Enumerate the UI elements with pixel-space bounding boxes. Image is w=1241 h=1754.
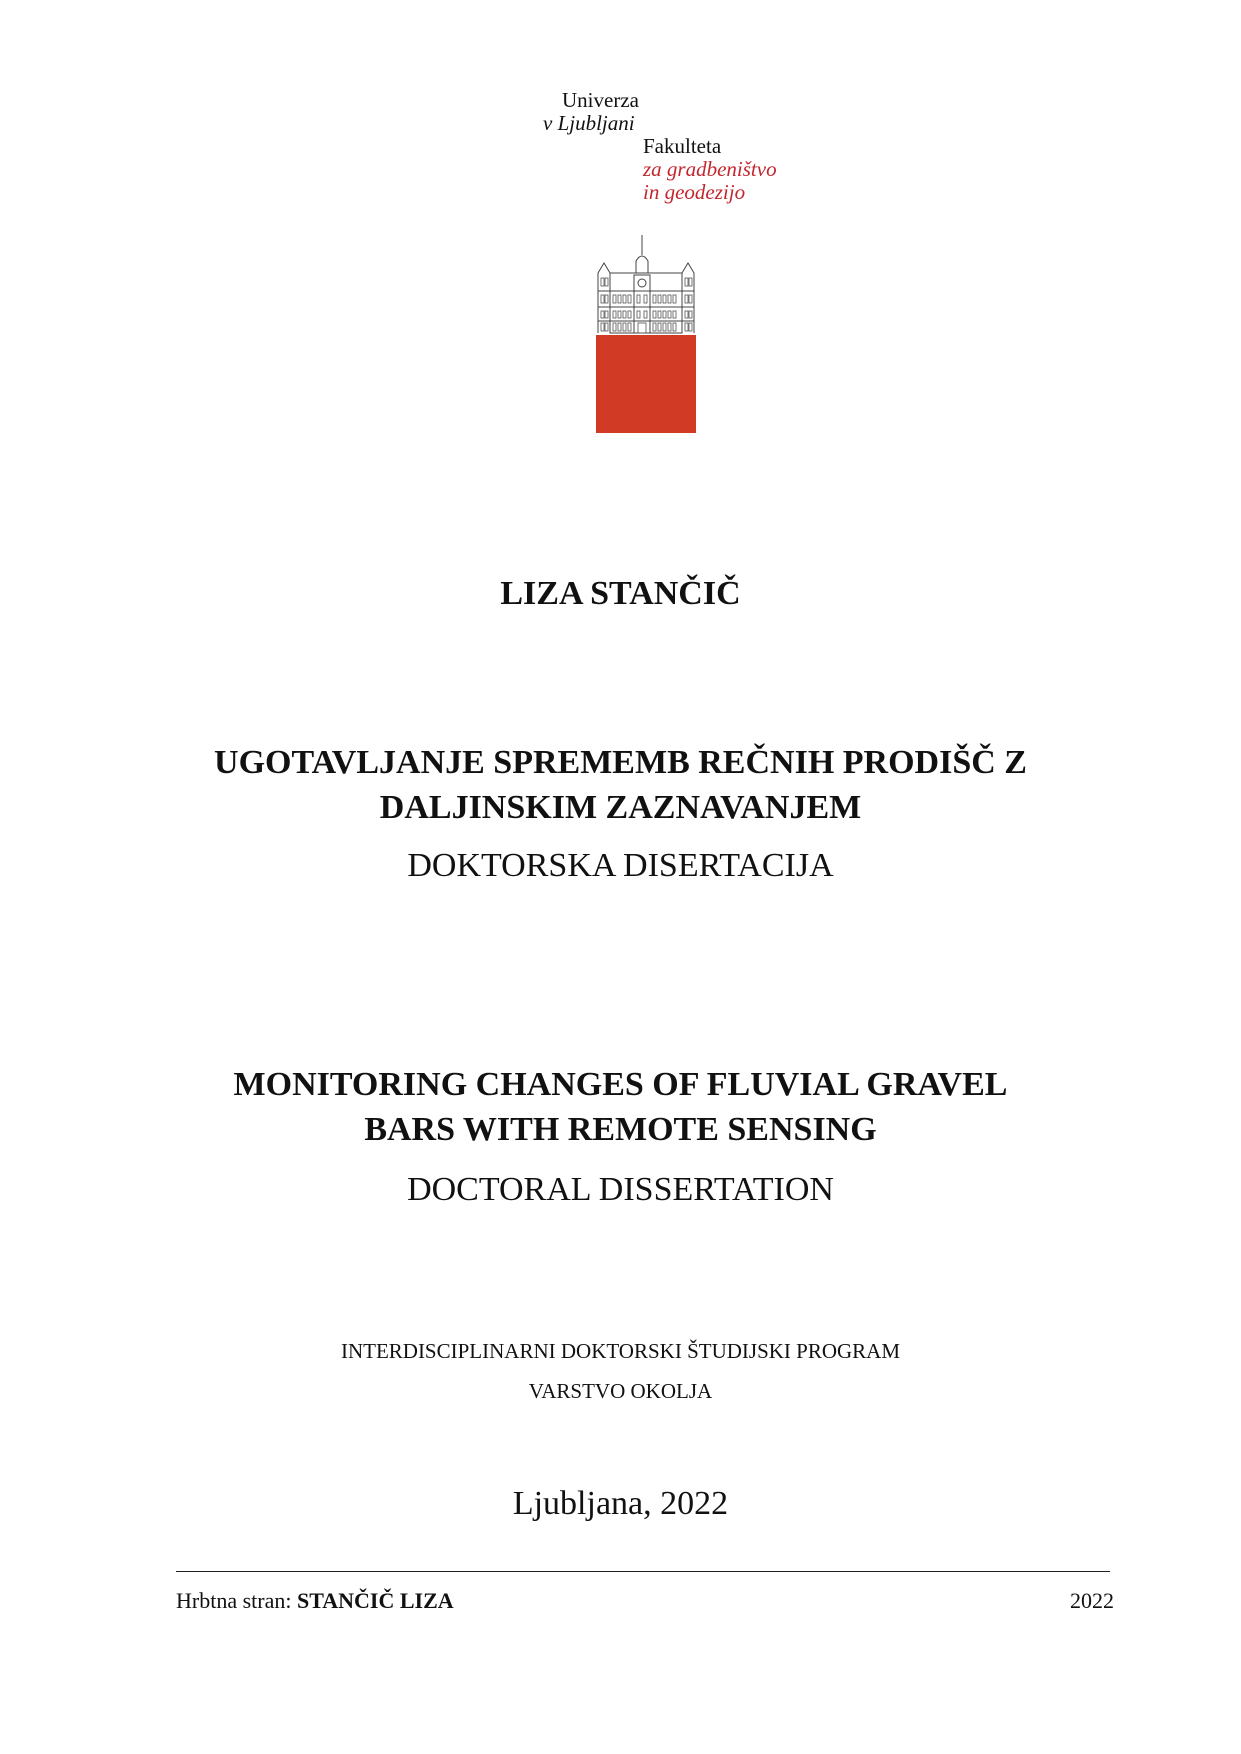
study-program-line1: INTERDISCIPLINARNI DOKTORSKI ŠTUDIJSKI PROGRAM: [340, 1339, 901, 1363]
spine-year: 2022: [1070, 1588, 1114, 1613]
title-slovene: [0, 740, 1241, 830]
document-type-english: DOCTORAL DISSERTATION: [407, 1171, 834, 1208]
title-english: [0, 1062, 1241, 1152]
author-name: LIZA STANČIČ: [500, 575, 741, 612]
faculty-name-line2: za gradbeništvo: [643, 157, 777, 181]
faculty-name-line1: Fakulteta: [643, 134, 722, 158]
faculty-logo: [596, 233, 696, 433]
spine-author-name: STANČIČ LIZA: [296, 1588, 454, 1613]
document-type-slovene: DOKTORSKA DISERTACIJA: [407, 847, 834, 884]
title-english-line2: BARS WITH REMOTE SENSING: [364, 1111, 877, 1148]
spine-label: Hrbtna stran:: [176, 1588, 297, 1613]
university-name-line2: v Ljubljani: [543, 111, 635, 135]
university-name-line1: Univerza: [562, 88, 639, 112]
title-slovene-line2: DALJINSKIM ZAZNAVANJEM: [379, 789, 862, 826]
faculty-name-line3: in geodezijo: [643, 180, 746, 204]
place-and-year: Ljubljana, 2022: [512, 1485, 729, 1522]
study-program-line2: VARSTVO OKOLJA: [528, 1379, 713, 1403]
title-english-line1: MONITORING CHANGES OF FLUVIAL GRAVEL: [233, 1066, 1008, 1103]
spine-text: [176, 1588, 454, 1614]
title-slovene-line1: UGOTAVLJANJE SPREMEMB REČNIH PRODIŠČ Z: [214, 744, 1027, 781]
footer-divider: [176, 1571, 1110, 1572]
